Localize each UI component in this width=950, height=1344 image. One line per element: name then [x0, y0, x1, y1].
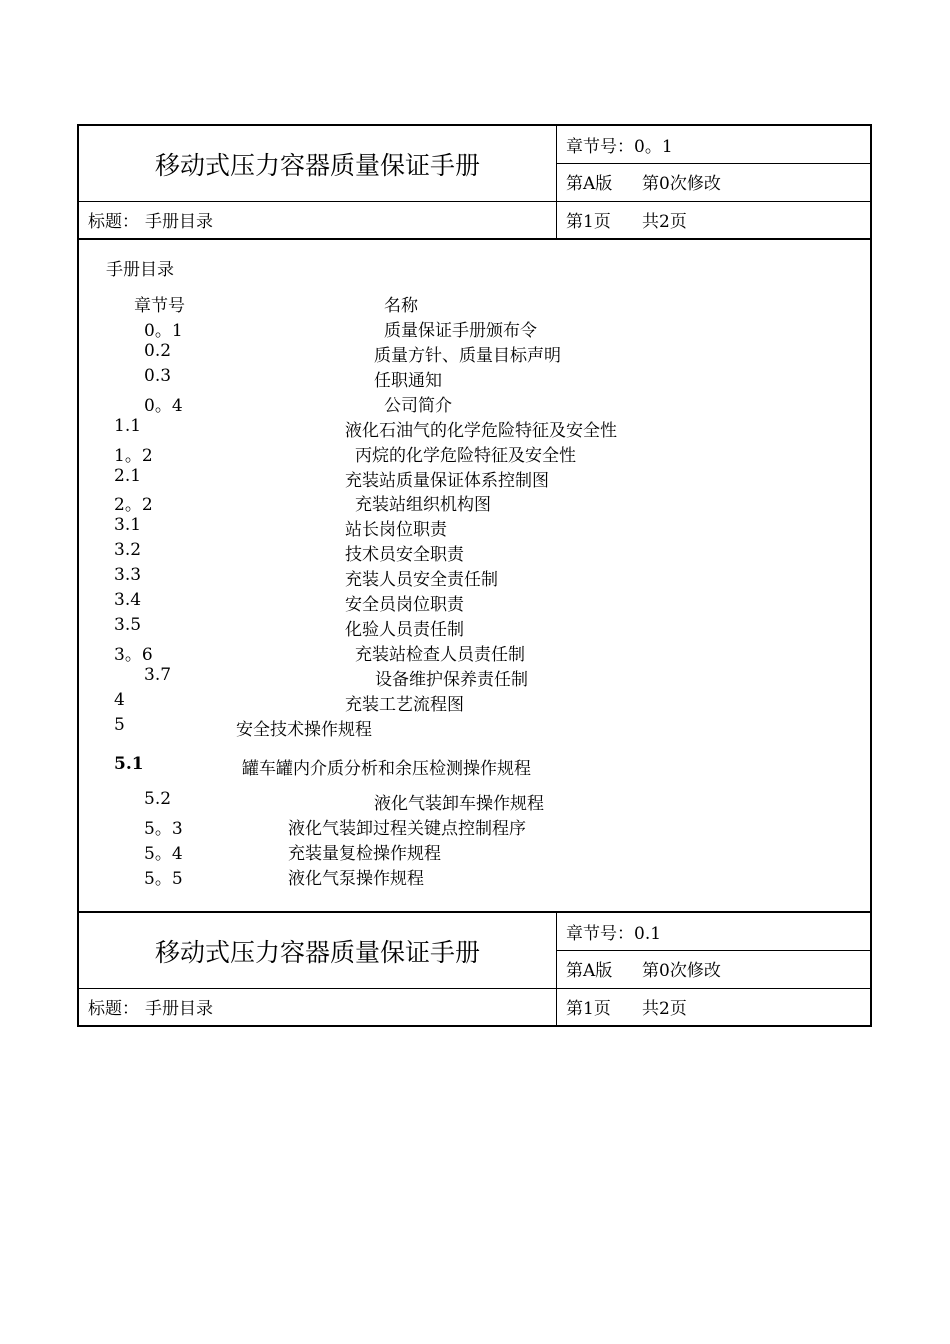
toc-entry-number: 2。2 — [114, 495, 153, 515]
header-divider — [556, 913, 557, 1025]
manual-title: 移动式压力容器质量保证手册 — [154, 150, 480, 180]
toc-entry-name: 质量方针、质量目标声明 — [374, 346, 561, 366]
section-number: 章节号：0。1 — [566, 137, 673, 157]
toc-entry-name: 充装工艺流程图 — [345, 695, 464, 715]
section-number: 章节号：0.1 — [566, 924, 662, 944]
total-pages: 共2页 — [642, 999, 687, 1019]
total-pages: 共2页 — [642, 212, 687, 232]
toc-entry-name: 充装量复检操作规程 — [288, 844, 441, 864]
toc-entry-number: 1。2 — [114, 446, 153, 466]
toc-entry-name: 液化气装卸车操作规程 — [374, 794, 544, 814]
toc-entry-number: 5.2 — [144, 789, 172, 809]
toc-entry-name: 设备维护保养责任制 — [375, 670, 528, 690]
revision: 第0次修改 — [642, 174, 721, 194]
toc-entry-name: 充装站质量保证体系控制图 — [345, 471, 549, 491]
toc-entry-name: 充装站组织机构图 — [355, 495, 491, 515]
toc-entry-number: 5。3 — [144, 819, 183, 839]
toc-entry-number: 3.2 — [114, 540, 142, 560]
header-rule — [79, 201, 870, 202]
header-table-bottom — [77, 911, 872, 1027]
toc-entry-number: 5 — [114, 715, 125, 735]
toc-entry-name: 任职通知 — [374, 371, 442, 391]
toc-entry-name: 公司简介 — [384, 396, 452, 416]
header-rule — [556, 163, 870, 164]
manual-title: 移动式压力容器质量保证手册 — [154, 937, 480, 967]
toc-entry-name: 罐车罐内介质分析和余压检测操作规程 — [242, 759, 531, 779]
toc-entry-number: 3.7 — [144, 665, 172, 685]
toc-entry-name: 丙烷的化学危险特征及安全性 — [355, 446, 576, 466]
subject-value: 手册目录 — [145, 212, 213, 232]
toc-entry-name: 液化气装卸过程关键点控制程序 — [288, 819, 526, 839]
page-number: 第1页 — [566, 999, 611, 1019]
toc-entry-number: 2.1 — [114, 466, 142, 486]
header-rule — [79, 988, 870, 989]
toc-entry-name: 液化气泵操作规程 — [288, 869, 424, 889]
header-table-top — [77, 124, 872, 240]
toc-entry-number: 0.3 — [144, 366, 172, 386]
toc-entry-name: 质量保证手册颁布令 — [384, 321, 537, 341]
toc-entry-name: 充装人员安全责任制 — [345, 570, 498, 590]
toc-entry-number: 3.3 — [114, 565, 142, 585]
subject-label: 标题： — [88, 212, 139, 232]
subject-label: 标题： — [88, 999, 139, 1019]
header-divider — [556, 126, 557, 238]
toc-entry-name: 液化石油气的化学危险特征及安全性 — [345, 421, 617, 441]
toc-entry-number: 3.1 — [114, 515, 142, 535]
toc-entry-name: 站长岗位职责 — [345, 520, 447, 540]
toc-entry-name: 充装站检查人员责任制 — [355, 645, 525, 665]
toc-heading: 手册目录 — [106, 260, 174, 280]
toc-entry-number: 3。6 — [114, 645, 153, 665]
toc-entry-number: 4 — [114, 690, 125, 710]
revision: 第0次修改 — [642, 961, 721, 981]
toc-entry-number: 5。5 — [144, 869, 183, 889]
toc-entry-name: 安全员岗位职责 — [345, 595, 464, 615]
page-number: 第1页 — [566, 212, 611, 232]
toc-entry-number: 0.2 — [144, 341, 172, 361]
subject-value: 手册目录 — [145, 999, 213, 1019]
toc-entry-name: 技术员安全职责 — [345, 545, 464, 565]
toc-entry-number: 5。4 — [144, 844, 183, 864]
toc-entry-number: 3.4 — [114, 590, 142, 610]
edition: 第A版 — [566, 174, 613, 194]
toc-entry-number: 0。4 — [144, 396, 183, 416]
toc-entry-number: 3.5 — [114, 615, 142, 635]
edition: 第A版 — [566, 961, 613, 981]
header-rule — [556, 950, 870, 951]
toc-entry-name: 安全技术操作规程 — [236, 720, 372, 740]
toc-entry-number: 5.1 — [114, 754, 144, 774]
toc-entry-number: 1.1 — [114, 416, 142, 436]
toc-column-number: 章节号 — [134, 296, 185, 316]
toc-entry-name: 化验人员责任制 — [345, 620, 464, 640]
toc-column-name: 名称 — [384, 296, 418, 316]
toc-entry-number: 0。1 — [144, 321, 183, 341]
